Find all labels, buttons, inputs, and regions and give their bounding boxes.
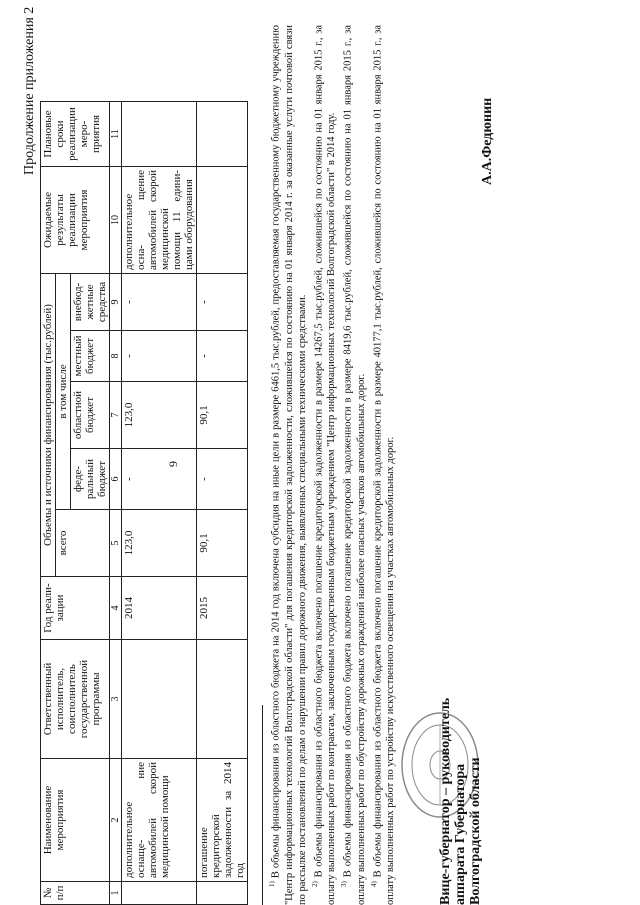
header-year: Год реали- зации	[41, 577, 110, 640]
index-cell: 8	[110, 331, 122, 382]
signatory-name: А.А.Федюнин	[480, 97, 495, 185]
footnote	[309, 25, 339, 905]
row-extra: -	[197, 274, 248, 331]
signature-title	[438, 698, 483, 905]
header-local: местный бюджет	[71, 331, 110, 382]
footnote-text: В объемы финансирования из областного бюджета включено погашение кредиторской задолженности в размере 14267,5 тыс.рублей, сложившейся по состоянию на 01 января 2015 г., за оплату выполненных работ по контрактам, заключенным государственным бюджетным учреждением "Центр информационных технологий Волгоградской области" в 2014 году.	[313, 24, 337, 905]
row-local: -	[122, 331, 197, 382]
finance-table	[40, 101, 248, 905]
row-term	[122, 102, 197, 167]
table-row	[122, 102, 197, 905]
footnote-mark: 4)	[369, 881, 378, 887]
header-name: Наименование мероприятия	[41, 759, 110, 882]
footnote-mark: 3)	[340, 881, 348, 887]
row-executor	[197, 640, 248, 759]
row-executor	[122, 640, 197, 759]
index-cell: 1	[110, 882, 122, 905]
footnote-mark: 1)	[268, 881, 276, 887]
index-cell: 10	[110, 167, 122, 274]
row-result: дополнительное осна- щение автомобилей скорой медицинской помощи 11 едини- цами оборудования	[122, 167, 197, 274]
index-cell: 5	[110, 510, 122, 577]
header-extra: внебюд- жетные средства	[71, 274, 110, 331]
row-local: -	[197, 331, 248, 382]
footnote	[338, 25, 368, 905]
footnote-text: В объемы финансирования из областного бюджета на 2014 год включена субсидия на иные цели в размере 6461,5 тыс.рублей, предоставляемая государственному бюджетному учреждению "Центр информационных технологий Волгоградской области" для погашения кредиторской задолженности, сложившейся по состоянию на 01 января 2014 г. за оказанные услуги почтовой связи по рассылке постановлений по делам о нарушении правил дорожного движения, выявленных специальными техническими средствами.	[270, 25, 308, 905]
signature-title-line: Волгоградской области	[468, 757, 483, 905]
index-cell: 7	[110, 382, 122, 449]
header-result: Ожидаемые результаты реализации мероприятия	[41, 167, 110, 274]
continuation-label: Продолжение приложения 2	[22, 6, 37, 175]
signature-title-line: аппарата Губернатора	[453, 763, 468, 905]
footnote-divider	[262, 705, 263, 905]
row-year: 2015	[197, 577, 248, 640]
row-regional: 123,0	[122, 382, 197, 449]
signature-title-line: Вице-губернатор – руководитель	[438, 697, 453, 905]
header-executor: Ответственный исполнитель, соисполнитель государственной программы	[41, 640, 110, 759]
index-cell: 2	[110, 759, 122, 882]
index-cell: 11	[110, 102, 122, 167]
header-regional: областной бюджет	[71, 382, 110, 449]
index-cell: 9	[110, 274, 122, 331]
row-num	[122, 882, 197, 905]
table-index-row	[110, 102, 122, 905]
header-num: № п/п	[41, 882, 110, 905]
page-number: 9	[166, 461, 180, 467]
row-total: 123,0	[122, 510, 197, 577]
header-federal: феде- ральный бюджет	[71, 449, 110, 510]
footnotes	[262, 25, 397, 905]
row-year: 2014	[122, 577, 197, 640]
row-extra: -	[122, 274, 197, 331]
row-total: 90,1	[197, 510, 248, 577]
footnote-mark: 2)	[310, 881, 319, 887]
table-row	[197, 102, 248, 905]
row-federal: -	[122, 449, 197, 510]
header-funding-group: Объемы и источники финансирования (тыс.рублей)	[41, 274, 56, 577]
footnote	[368, 25, 398, 905]
row-name: погашение кредиторской задолженности за 2014 год	[197, 759, 248, 882]
header-total: всего	[56, 510, 110, 577]
footnote-text: В объемы финансирования из областного бюджета включено погашение кредиторской задолженности в размере 8419,6 тыс.рублей, сложившейся по состоянию на 01 января 2015 г., за оплату выполненных работ по обустройству дорожных ограждений наиболее опасных участков автомобильных дорог.	[342, 24, 367, 905]
row-regional: 90,1	[197, 382, 248, 449]
header-term: Плановые сроки реализации меро- приятия	[41, 102, 110, 167]
table-header-row	[41, 102, 56, 905]
footnote	[266, 25, 309, 905]
index-cell: 3	[110, 640, 122, 759]
row-name: дополнительное оснаще- ние автомобилей скорой медицинской помощи	[122, 759, 197, 882]
row-result	[197, 167, 248, 274]
footnote-text: В объемы финансирования из областного бюджета включено погашение кредиторской задолженности в размере 40177,1 тыс.рублей, сложившейся по состоянию на 01 января 2015 г., за оплату выполненных работ по устройству искусственного освещения на участках автомобильных дорог.	[372, 24, 396, 905]
index-cell: 4	[110, 577, 122, 640]
row-term	[197, 102, 248, 167]
row-num	[197, 882, 248, 905]
row-federal: -	[197, 449, 248, 510]
index-cell: 6	[110, 449, 122, 510]
header-including: в том числе	[56, 274, 71, 510]
